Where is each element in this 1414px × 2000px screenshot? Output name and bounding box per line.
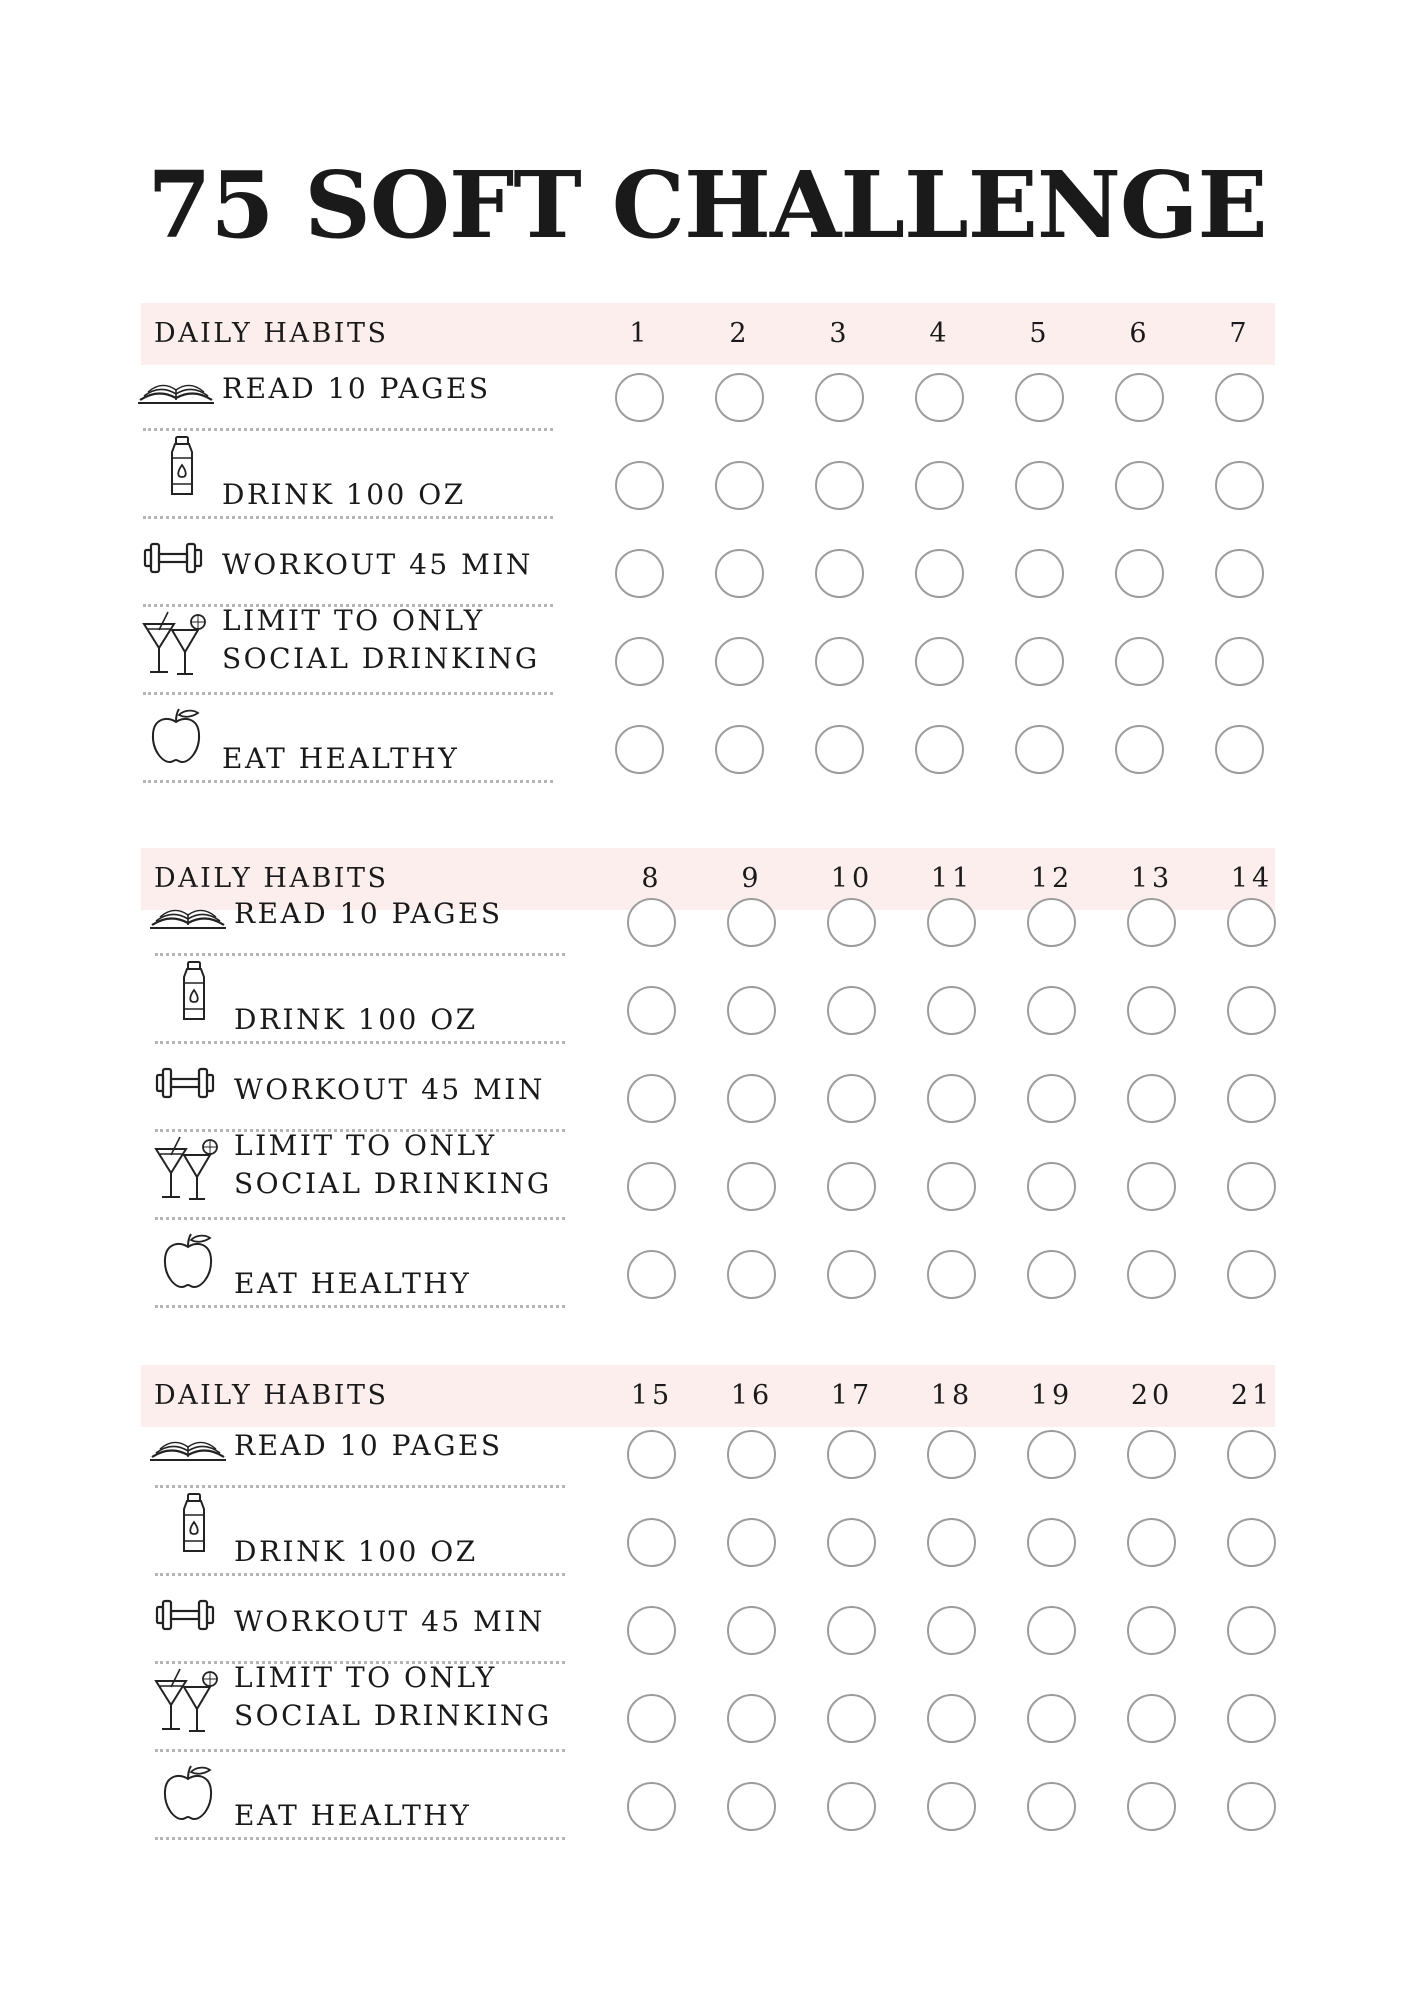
day-number: 17 <box>830 1380 874 1411</box>
habit-check-circle[interactable] <box>715 373 764 422</box>
habit-label-line1: LIMIT TO ONLY <box>234 1129 497 1162</box>
habit-row <box>0 358 1414 438</box>
apple-icon <box>148 706 204 766</box>
habit-check-circle[interactable] <box>627 986 676 1035</box>
habit-check-circle[interactable] <box>627 1518 676 1567</box>
dotted-divider <box>155 1837 565 1840</box>
habit-check-circle[interactable] <box>727 1162 776 1211</box>
habit-check-circle[interactable] <box>927 1250 976 1299</box>
habit-check-circle[interactable] <box>1127 1250 1176 1299</box>
habit-label: DRINK 100 OZ <box>234 1535 478 1568</box>
habit-check-circle[interactable] <box>715 549 764 598</box>
habit-check-circle[interactable] <box>1127 1518 1176 1567</box>
dotted-divider <box>155 1485 565 1488</box>
habit-check-circle[interactable] <box>615 725 664 774</box>
day-number: 18 <box>930 1380 974 1411</box>
dotted-divider <box>155 1217 565 1220</box>
section-header <box>141 303 1275 365</box>
habit-check-circle[interactable] <box>1015 549 1064 598</box>
habit-label: DRINK 100 OZ <box>222 478 466 511</box>
habit-check-circle[interactable] <box>715 725 764 774</box>
habit-label: EAT HEALTHY <box>234 1799 472 1832</box>
habit-check-circle[interactable] <box>927 1782 976 1831</box>
habit-label: READ 10 PAGES <box>234 897 503 930</box>
habit-row <box>0 1661 1414 1759</box>
dotted-divider <box>143 780 553 783</box>
habit-row <box>0 1503 1414 1583</box>
page-title: 75 SOFT CHALLENGE <box>147 151 1267 259</box>
habit-check-circle[interactable] <box>627 1162 676 1211</box>
habit-check-circle[interactable] <box>727 1074 776 1123</box>
habit-row <box>0 1129 1414 1227</box>
habit-label: EAT HEALTHY <box>222 742 460 775</box>
habit-check-circle[interactable] <box>827 1782 876 1831</box>
habit-check-circle[interactable] <box>1227 898 1276 947</box>
habit-check-circle[interactable] <box>815 373 864 422</box>
habit-check-circle[interactable] <box>615 637 664 686</box>
habit-check-circle[interactable] <box>827 898 876 947</box>
cocktail-glasses-icon <box>152 1133 222 1205</box>
habit-check-circle[interactable] <box>715 637 764 686</box>
habit-check-circle[interactable] <box>827 1430 876 1479</box>
habit-check-circle[interactable] <box>1027 1074 1076 1123</box>
habit-row <box>0 710 1414 790</box>
dumbbell-icon <box>154 1595 216 1635</box>
day-number: 5 <box>1029 318 1051 349</box>
habit-check-circle[interactable] <box>627 1782 676 1831</box>
book-icon <box>148 895 228 935</box>
habit-check-circle[interactable] <box>1127 1162 1176 1211</box>
habit-label <box>222 602 540 678</box>
habit-check-circle[interactable] <box>627 1694 676 1743</box>
habit-check-circle[interactable] <box>927 986 976 1035</box>
habit-check-circle[interactable] <box>727 1430 776 1479</box>
habit-check-circle[interactable] <box>627 1074 676 1123</box>
habit-label <box>234 1127 552 1203</box>
habit-check-circle[interactable] <box>627 1250 676 1299</box>
habit-check-circle[interactable] <box>1127 1782 1176 1831</box>
habit-check-circle[interactable] <box>1027 1518 1076 1567</box>
habit-row <box>0 971 1414 1051</box>
habit-check-circle[interactable] <box>1115 373 1164 422</box>
day-number: 8 <box>641 863 663 894</box>
day-number: 4 <box>929 318 951 349</box>
habit-check-circle[interactable] <box>827 1250 876 1299</box>
habit-check-circle[interactable] <box>915 549 964 598</box>
habit-check-circle[interactable] <box>927 1518 976 1567</box>
day-number: 2 <box>729 318 751 349</box>
habit-row <box>0 604 1414 702</box>
habit-label-line1: LIMIT TO ONLY <box>222 604 485 637</box>
day-number: 9 <box>741 863 763 894</box>
book-icon <box>148 1427 228 1467</box>
habit-check-circle[interactable] <box>1015 725 1064 774</box>
habit-check-circle[interactable] <box>927 1694 976 1743</box>
habit-check-circle[interactable] <box>1227 1518 1276 1567</box>
habit-check-circle[interactable] <box>727 1782 776 1831</box>
habit-check-circle[interactable] <box>715 461 764 510</box>
habit-check-circle[interactable] <box>927 1606 976 1655</box>
habit-label-line1: LIMIT TO ONLY <box>234 1661 497 1694</box>
habit-label-line2: SOCIAL DRINKING <box>234 1167 552 1200</box>
habit-check-circle[interactable] <box>727 1694 776 1743</box>
habit-check-circle[interactable] <box>1015 373 1064 422</box>
habit-check-circle[interactable] <box>1227 1430 1276 1479</box>
habit-label: READ 10 PAGES <box>222 372 491 405</box>
habit-check-circle[interactable] <box>927 1074 976 1123</box>
day-number: 12 <box>1030 863 1074 894</box>
habit-row <box>0 1235 1414 1315</box>
habit-check-circle[interactable] <box>1115 637 1164 686</box>
habit-check-circle[interactable] <box>1127 986 1176 1035</box>
habit-check-circle[interactable] <box>1215 725 1264 774</box>
cocktail-glasses-icon <box>140 608 210 680</box>
habit-check-circle[interactable] <box>1127 1430 1176 1479</box>
habit-check-circle[interactable] <box>1227 986 1276 1035</box>
habit-check-circle[interactable] <box>1227 1782 1276 1831</box>
dumbbell-icon <box>142 538 204 578</box>
habit-check-circle[interactable] <box>827 986 876 1035</box>
habit-check-circle[interactable] <box>627 1606 676 1655</box>
habit-check-circle[interactable] <box>927 1430 976 1479</box>
habit-row <box>0 1059 1414 1139</box>
day-number: 3 <box>829 318 851 349</box>
dumbbell-icon <box>154 1063 216 1103</box>
habit-check-circle[interactable] <box>915 373 964 422</box>
day-number: 10 <box>830 863 874 894</box>
habit-check-circle[interactable] <box>1227 1074 1276 1123</box>
day-number: 1 <box>629 318 651 349</box>
water-bottle-icon <box>174 1491 214 1555</box>
habit-check-circle[interactable] <box>827 1694 876 1743</box>
habit-label <box>234 1659 552 1735</box>
habit-label: DRINK 100 OZ <box>234 1003 478 1036</box>
habit-check-circle[interactable] <box>815 725 864 774</box>
habit-label: WORKOUT 45 MIN <box>234 1073 545 1106</box>
section-header-label: DAILY HABITS <box>154 318 389 349</box>
day-number: 21 <box>1230 1380 1274 1411</box>
habit-check-circle[interactable] <box>915 461 964 510</box>
habit-check-circle[interactable] <box>1127 1606 1176 1655</box>
apple-icon <box>160 1763 216 1823</box>
dotted-divider <box>143 516 553 519</box>
day-number: 16 <box>730 1380 774 1411</box>
habit-check-circle[interactable] <box>1027 1430 1076 1479</box>
habit-check-circle[interactable] <box>827 1518 876 1567</box>
habit-check-circle[interactable] <box>1215 373 1264 422</box>
cocktail-glasses-icon <box>152 1665 222 1737</box>
habit-row <box>0 446 1414 526</box>
habit-check-circle[interactable] <box>1215 549 1264 598</box>
habit-check-circle[interactable] <box>815 549 864 598</box>
day-number: 6 <box>1129 318 1151 349</box>
habit-check-circle[interactable] <box>727 1250 776 1299</box>
habit-check-circle[interactable] <box>1027 1782 1076 1831</box>
habit-check-circle[interactable] <box>1227 1162 1276 1211</box>
habit-row <box>0 534 1414 614</box>
day-number: 13 <box>1130 863 1174 894</box>
apple-icon <box>160 1231 216 1291</box>
habit-label: WORKOUT 45 MIN <box>234 1605 545 1638</box>
habit-label: EAT HEALTHY <box>234 1267 472 1300</box>
habit-label: READ 10 PAGES <box>234 1429 503 1462</box>
day-number: 11 <box>930 863 974 894</box>
habit-row <box>0 1767 1414 1847</box>
day-number: 19 <box>1030 1380 1074 1411</box>
habit-check-circle[interactable] <box>915 637 964 686</box>
dotted-divider <box>155 1041 565 1044</box>
day-number: 20 <box>1130 1380 1174 1411</box>
habit-check-circle[interactable] <box>815 461 864 510</box>
habit-check-circle[interactable] <box>927 898 976 947</box>
book-icon <box>136 370 216 410</box>
section-header-label: DAILY HABITS <box>154 1380 389 1411</box>
habit-check-circle[interactable] <box>827 1162 876 1211</box>
section-header-label: DAILY HABITS <box>154 863 389 894</box>
dotted-divider <box>155 953 565 956</box>
habit-check-circle[interactable] <box>1027 986 1076 1035</box>
habit-label-line2: SOCIAL DRINKING <box>234 1699 552 1732</box>
water-bottle-icon <box>174 959 214 1023</box>
habit-check-circle[interactable] <box>615 373 664 422</box>
habit-check-circle[interactable] <box>615 461 664 510</box>
dotted-divider <box>155 1749 565 1752</box>
habit-check-circle[interactable] <box>1227 1694 1276 1743</box>
habit-check-circle[interactable] <box>1015 637 1064 686</box>
day-number: 7 <box>1229 318 1251 349</box>
dotted-divider <box>143 692 553 695</box>
habit-check-circle[interactable] <box>827 1074 876 1123</box>
habit-row <box>0 883 1414 963</box>
habit-check-circle[interactable] <box>727 986 776 1035</box>
habit-row <box>0 1415 1414 1495</box>
dotted-divider <box>143 428 553 431</box>
habit-check-circle[interactable] <box>1115 725 1164 774</box>
habit-check-circle[interactable] <box>1027 1250 1076 1299</box>
habit-check-circle[interactable] <box>627 898 676 947</box>
habit-check-circle[interactable] <box>727 898 776 947</box>
habit-check-circle[interactable] <box>1127 1694 1176 1743</box>
day-number: 15 <box>630 1380 674 1411</box>
habit-check-circle[interactable] <box>927 1162 976 1211</box>
habit-check-circle[interactable] <box>1127 1074 1176 1123</box>
water-bottle-icon <box>162 434 202 498</box>
dotted-divider <box>155 1573 565 1576</box>
habit-check-circle[interactable] <box>1015 461 1064 510</box>
habit-check-circle[interactable] <box>1027 1606 1076 1655</box>
habit-check-circle[interactable] <box>727 1518 776 1567</box>
habit-check-circle[interactable] <box>915 725 964 774</box>
dotted-divider <box>155 1305 565 1308</box>
day-number: 14 <box>1230 863 1274 894</box>
habit-check-circle[interactable] <box>1115 549 1164 598</box>
habit-check-circle[interactable] <box>827 1606 876 1655</box>
habit-check-circle[interactable] <box>1127 898 1176 947</box>
habit-check-circle[interactable] <box>1027 898 1076 947</box>
habit-check-circle[interactable] <box>815 637 864 686</box>
habit-check-circle[interactable] <box>615 549 664 598</box>
habit-check-circle[interactable] <box>727 1606 776 1655</box>
habit-check-circle[interactable] <box>1215 461 1264 510</box>
habit-label-line2: SOCIAL DRINKING <box>222 642 540 675</box>
habit-label: WORKOUT 45 MIN <box>222 548 533 581</box>
habit-check-circle[interactable] <box>1027 1694 1076 1743</box>
habit-check-circle[interactable] <box>1115 461 1164 510</box>
habit-check-circle[interactable] <box>1227 1606 1276 1655</box>
habit-check-circle[interactable] <box>627 1430 676 1479</box>
habit-check-circle[interactable] <box>1227 1250 1276 1299</box>
habit-check-circle[interactable] <box>1027 1162 1076 1211</box>
habit-check-circle[interactable] <box>1215 637 1264 686</box>
habit-row <box>0 1591 1414 1671</box>
